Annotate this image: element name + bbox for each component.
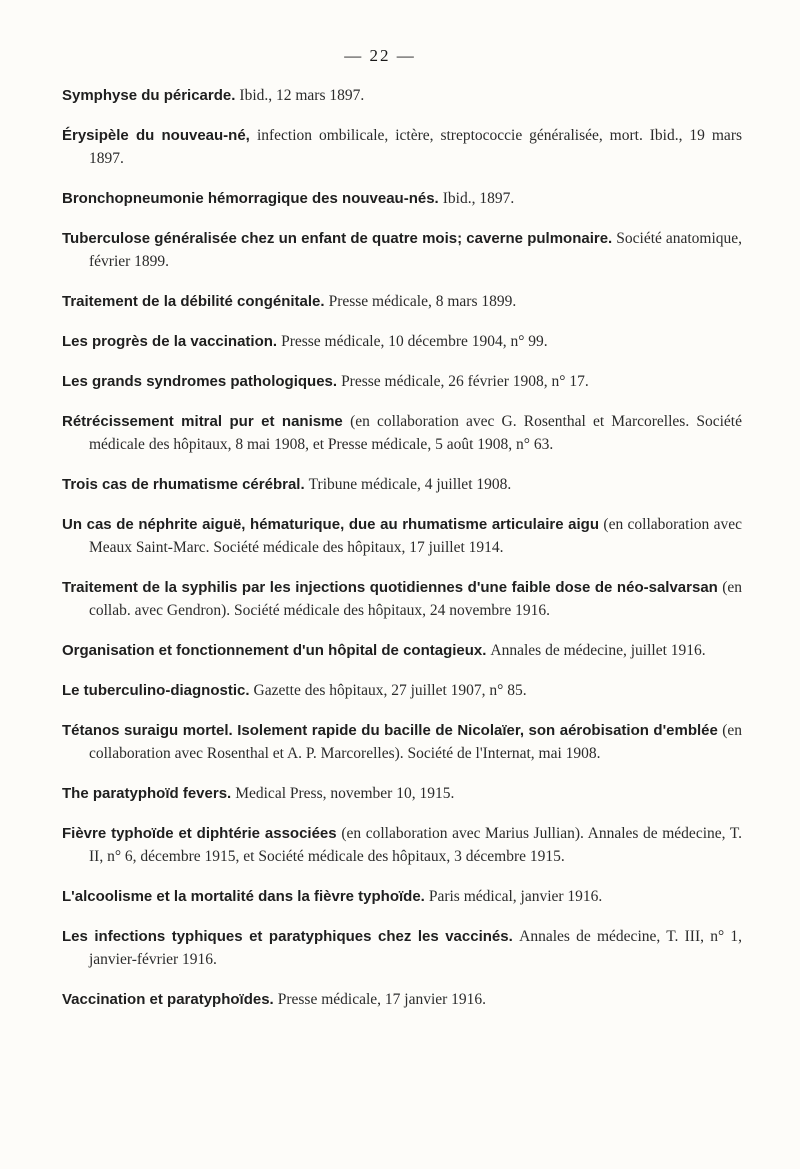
entry-reference: (en collaboration avec Rosenthal et A. P. Marcorelles). Société de l'Internat, mai 1908. (89, 722, 742, 762)
list-item (62, 639, 742, 662)
entry-title: Bronchopneumonie hémorragique des nouveau-nés. (62, 190, 439, 207)
entry-title: L'alcoolisme et la mortalité dans la fièvre typhoïde. (62, 888, 425, 905)
entry-title: Fièvre typhoïde et diphtérie associées (62, 825, 337, 842)
entry-reference: (en collaboration avec G. Rosenthal et Marcorelles. Société médicale des hôpitaux, 8 mai 1908, et Presse médicale, 5 août 1908, n° 63. (89, 413, 742, 453)
entry-reference: Gazette des hôpitaux, 27 juillet 1907, n° 85. (253, 682, 527, 699)
entry-title: Les infections typhiques et paratyphiques chez les vaccinés. (62, 928, 513, 945)
entry-reference: (en collab. avec Gendron). Société médicale des hôpitaux, 24 novembre 1916. (89, 579, 743, 619)
entry-title: Traitement de la syphilis par les injections quotidiennes d'une faible dose de néo-salvarsan (62, 579, 718, 596)
entry-title: Tétanos suraigu mortel. Isolement rapide du bacille de Nicolaïer, son aérobisation d'emblée (62, 722, 718, 739)
entry-reference: infection ombilicale, ictère, streptococcie généralisée, mort. Ibid., 19 mars 1897. (89, 127, 743, 167)
entry-title: Trois cas de rhumatisme cérébral. (62, 476, 305, 493)
entry-title: Vaccination et paratyphoïdes. (62, 991, 274, 1008)
entry-title: Érysipèle du nouveau-né, (62, 127, 250, 144)
page-number: — 22 — (344, 46, 416, 65)
list-item (62, 84, 742, 107)
entry-reference: (en collaboration avec Meaux Saint-Marc. Société médicale des hôpitaux, 17 juillet 1914. (89, 516, 742, 556)
entry-reference: Paris médical, janvier 1916. (428, 888, 603, 905)
entry-reference: Presse médicale, 10 décembre 1904, n° 99. (281, 333, 548, 350)
list-item (62, 822, 742, 868)
list-item (62, 576, 742, 622)
list-item (62, 925, 742, 971)
list-item (62, 679, 742, 702)
list-item (62, 330, 742, 353)
list-item (62, 988, 742, 1011)
entry-title: Les grands syndromes pathologiques. (62, 373, 338, 390)
entry-reference: Annales de médecine, juillet 1916. (490, 642, 706, 659)
entry-reference: Annales de médecine, T. III, n° 1, janvier-février 1916. (89, 928, 743, 968)
list-item (62, 719, 742, 765)
entry-reference: Tribune médicale, 4 juillet 1908. (308, 476, 512, 493)
list-item (62, 370, 742, 393)
list-item (62, 227, 742, 273)
list-item (62, 513, 742, 559)
entry-reference: Presse médicale, 26 février 1908, n° 17. (341, 373, 589, 390)
bibliography-list (62, 84, 742, 1028)
entry-reference: (en collaboration avec Marius Jullian). Annales de médecine, T. II, n° 6, décembre 1915, et Société médicale des hôpitaux, 3 décembre 1915. (89, 825, 743, 865)
list-item (62, 885, 742, 908)
entry-title: The paratyphoïd fevers. (62, 785, 232, 802)
entry-title: Les progrès de la vaccination. (62, 333, 278, 350)
entry-reference: Ibid., 12 mars 1897. (239, 87, 365, 104)
list-item (62, 782, 742, 805)
entry-reference: Presse médicale, 8 mars 1899. (328, 293, 517, 310)
entry-title: Tuberculose généralisée chez un enfant de quatre mois; caverne pulmonaire. (62, 230, 613, 247)
list-item (62, 410, 742, 456)
entry-reference: Presse médicale, 17 janvier 1916. (277, 991, 487, 1008)
entry-reference: Société anatomique, février 1899. (89, 230, 742, 270)
entry-title: Traitement de la débilité congénitale. (62, 293, 325, 310)
entry-reference: Ibid., 1897. (442, 190, 515, 207)
list-item (62, 290, 742, 313)
list-item (62, 187, 742, 210)
entry-reference: Medical Press, november 10, 1915. (235, 785, 455, 802)
entry-title: Un cas de néphrite aiguë, hématurique, due au rhumatisme articulaire aigu (62, 516, 599, 533)
entry-title: Organisation et fonctionnement d'un hôpital de contagieux. (62, 642, 487, 659)
list-item (62, 473, 742, 496)
entry-title: Symphyse du péricarde. (62, 87, 236, 104)
list-item (62, 124, 742, 170)
entry-title: Le tuberculino-diagnostic. (62, 682, 250, 699)
entry-title: Rétrécissement mitral pur et nanisme (62, 413, 343, 430)
